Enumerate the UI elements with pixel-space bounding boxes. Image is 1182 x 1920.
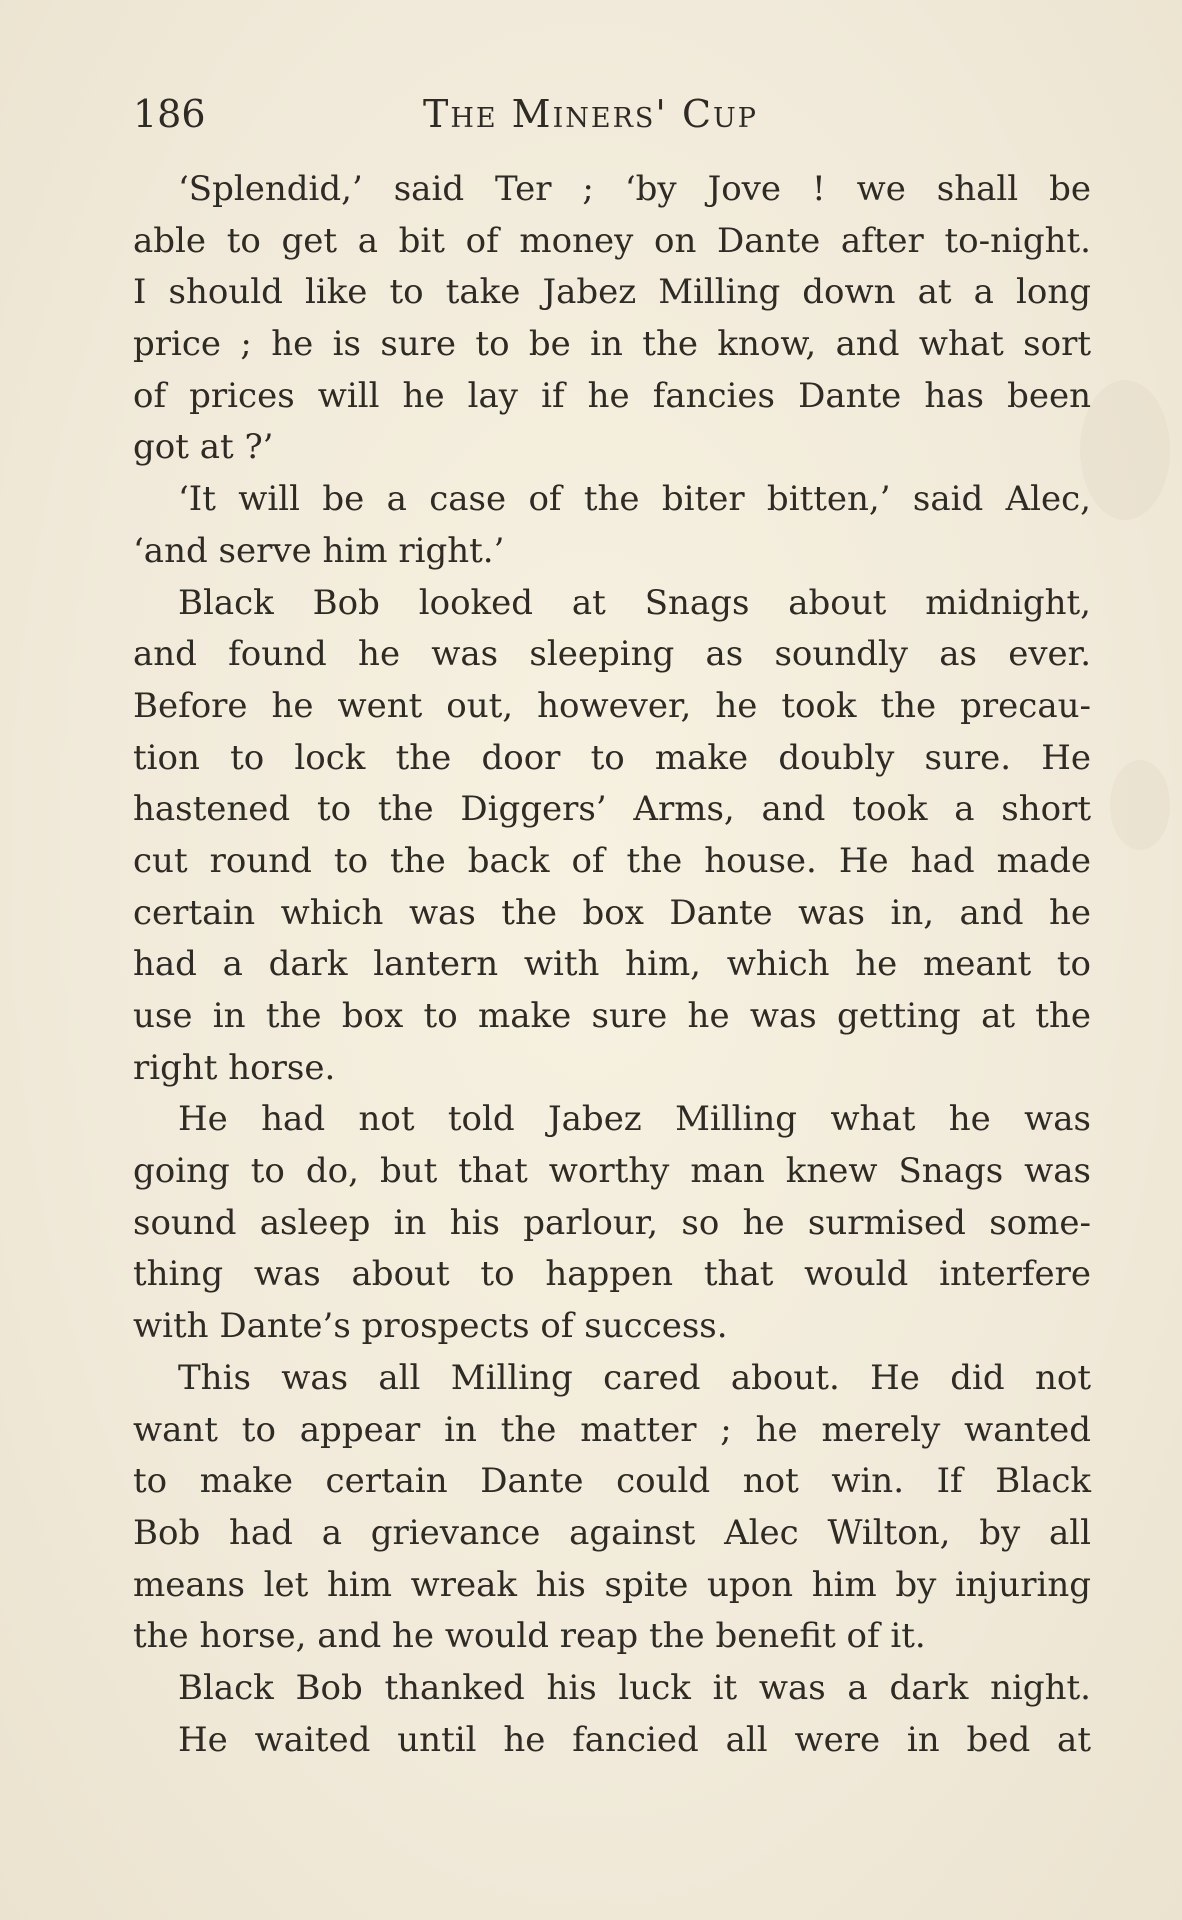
text-line: I should like to take Jabez Milling down at a long (133, 272, 1091, 313)
text-line: price ; he is sure to be in the know, and what sort (133, 324, 1091, 365)
text-line: thing was about to happen that would interfere (133, 1254, 1091, 1295)
page-stain (1080, 380, 1170, 520)
text-line: use in the box to make sure he was getting at the (133, 996, 1091, 1036)
page-stain (1110, 760, 1170, 850)
text-line: the horse, and he would reap the benefit of it. (133, 1616, 926, 1657)
text-line: tion to lock the door to make doubly sure. He (133, 737, 1091, 778)
page-header (133, 84, 1091, 144)
text-line: of prices will he lay if he fancies Dante has been (133, 375, 1091, 416)
text-line: This was all Milling cared about. He did not (178, 1357, 1091, 1398)
text-line: Bob had a grievance against Alec Wilton, by all (133, 1512, 1091, 1553)
text-line: ‘and serve him right.’ (133, 530, 505, 571)
page-number: 186 (133, 92, 206, 136)
text-line: certain which was the box Dante was in, and he (133, 892, 1091, 933)
text-line: Black Bob thanked his luck it was a dark night. (178, 1667, 1091, 1708)
text-line: ‘Splendid,’ said Ter ; ‘by Jove ! we shall be (178, 169, 1091, 209)
text-line: ‘It will be a case of the biter bitten,’ said Alec, (178, 479, 1091, 520)
text-line: to make certain Dante could not win. If Black (133, 1461, 1091, 1502)
text-line: with Dante’s prospects of success. (133, 1306, 728, 1347)
body-text (133, 164, 1091, 1766)
text-line: hastened to the Diggers’ Arms, and took a short (133, 789, 1091, 830)
text-line: want to appear in the matter ; he merely wanted (133, 1409, 1091, 1450)
text-line: sound asleep in his parlour, so he surmised some- (133, 1202, 1091, 1243)
text-line: had a dark lantern with him, which he meant to (133, 944, 1091, 985)
text-line: going to do, but that worthy man knew Snags was (133, 1151, 1091, 1192)
text-line: Black Bob looked at Snags about midnight, (178, 582, 1091, 623)
text-line: right horse. (133, 1047, 336, 1088)
text-line: He waited until he fancied all were in bed at (178, 1719, 1091, 1760)
text-line: means let him wreak his spite upon him by injuring (133, 1564, 1091, 1605)
text-line: He had not told Jabez Milling what he was (178, 1099, 1091, 1140)
text-line: Before he went out, however, he took the precau- (133, 685, 1091, 726)
running-title: The Miners' Cup (423, 92, 758, 136)
text-line: got at ?’ (133, 427, 274, 468)
text-line: cut round to the back of the house. He had made (133, 840, 1091, 881)
text-line: able to get a bit of money on Dante after to-night. (133, 220, 1091, 261)
text-line: and found he was sleeping as soundly as ever. (133, 634, 1091, 675)
